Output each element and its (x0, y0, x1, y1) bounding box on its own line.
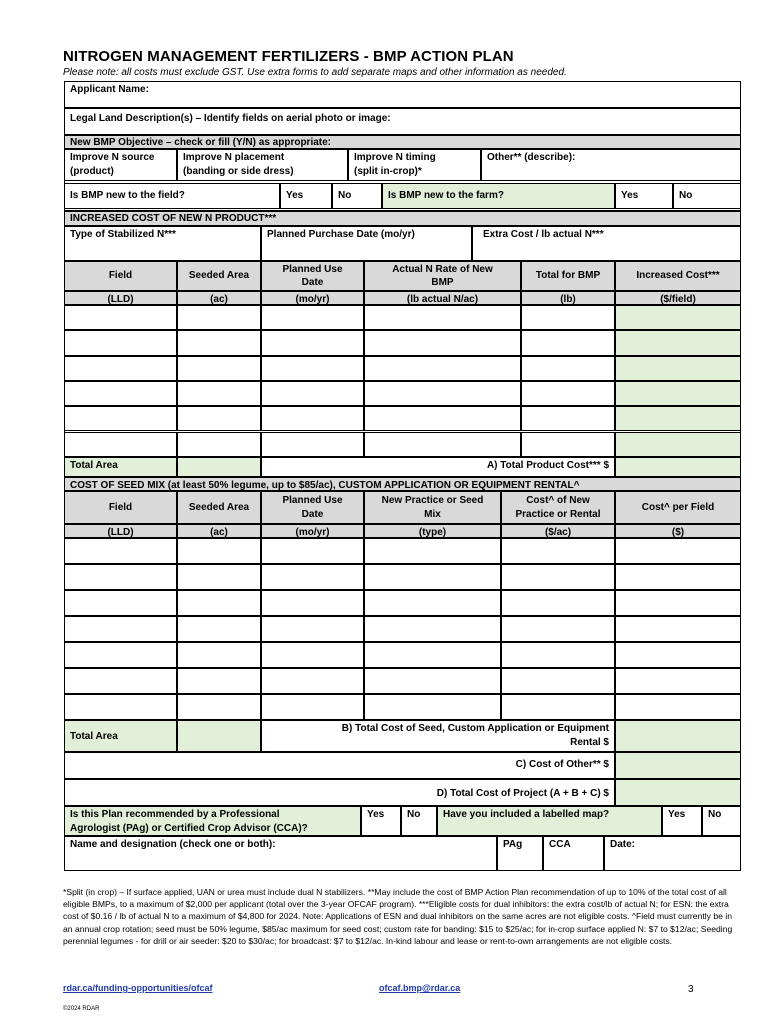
column-header (261, 491, 364, 524)
total-area-value[interactable] (177, 720, 261, 752)
table-cell[interactable] (615, 616, 741, 642)
table-cell[interactable] (64, 616, 177, 642)
header-text: (ac) (210, 294, 228, 305)
column-unit (64, 524, 177, 538)
table-cell[interactable] (615, 305, 741, 330)
option-label: Improve N placement (183, 152, 285, 163)
table-cell[interactable] (501, 590, 615, 616)
table-cell[interactable] (261, 305, 364, 330)
cost-other-label (64, 752, 615, 779)
total-area-value[interactable] (177, 457, 261, 477)
table-cell[interactable] (261, 590, 364, 616)
new-to-farm-no[interactable]: No (673, 183, 741, 209)
table-cell[interactable] (261, 406, 364, 431)
header-text: (LLD) (107, 294, 134, 305)
seed-mix-heading (64, 477, 741, 491)
extra-cost-field[interactable] (472, 226, 741, 261)
table-cell[interactable] (364, 305, 521, 330)
header-text: Planned Use (282, 495, 343, 506)
bmp-action-plan-form (64, 81, 741, 871)
table-cell[interactable] (64, 668, 177, 694)
legal-land-label: Legal Land Description(s) – Identify fields on aerial photo or image: (70, 113, 391, 124)
table-cell[interactable] (364, 564, 501, 590)
table-cell[interactable] (364, 538, 501, 564)
stabilized-n-type-label: Type of Stabilized N*** (70, 229, 176, 240)
table-cell[interactable] (364, 642, 501, 668)
column-header (521, 261, 615, 291)
total-area-text: Total Area (70, 731, 118, 742)
pag-cca-yes[interactable]: Yes (361, 806, 401, 836)
header-text: (ac) (210, 527, 228, 538)
labelled-map-question: Have you included a labelled map? (437, 806, 662, 836)
table-cell[interactable] (261, 564, 364, 590)
table-cell[interactable] (615, 406, 741, 431)
header-text: Actual N Rate of New (392, 263, 493, 275)
header-text: Date (301, 508, 324, 520)
header-text: (mo/yr) (295, 294, 330, 305)
table-cell[interactable] (501, 616, 615, 642)
table-cell[interactable] (64, 381, 177, 406)
table-cell[interactable] (615, 694, 741, 720)
table-cell[interactable] (521, 330, 615, 355)
table-cell[interactable] (177, 538, 261, 564)
option-improve-n-source[interactable] (64, 149, 177, 181)
table-cell[interactable] (261, 642, 364, 668)
column-unit (177, 524, 261, 538)
name-designation-label: Name and designation (check one or both): (70, 839, 276, 850)
applicant-name-field[interactable] (64, 81, 741, 108)
option-improve-n-timing[interactable] (348, 149, 481, 181)
table-cell[interactable] (364, 668, 501, 694)
table-cell[interactable] (501, 642, 615, 668)
form-note: Please note: all costs must exclude GST. Use extra forms to add separate maps and other information as needed. (63, 67, 567, 78)
header-text: Cost^ per Field (641, 501, 715, 513)
header-text: (lb actual N/ac) (406, 294, 479, 305)
column-unit (64, 291, 177, 305)
option-label: Improve N source (70, 152, 155, 163)
table-cell[interactable] (364, 330, 521, 355)
table-cell[interactable] (364, 616, 501, 642)
header-text: Field (108, 270, 133, 282)
new-to-field-yes[interactable]: Yes (280, 183, 332, 209)
table-cell[interactable] (177, 381, 261, 406)
column-unit (261, 291, 364, 305)
table-cell[interactable] (177, 642, 261, 668)
table-cell[interactable] (615, 356, 741, 381)
table-cell[interactable] (64, 694, 177, 720)
table-cell[interactable] (521, 381, 615, 406)
header-text: (LLD) (107, 527, 134, 538)
table-cell[interactable] (521, 305, 615, 330)
table-cell[interactable] (615, 590, 741, 616)
column-unit (364, 291, 521, 305)
stabilized-n-type-field[interactable] (64, 226, 261, 261)
cca-checkbox[interactable]: CCA (543, 836, 604, 871)
page-number: 3 (688, 984, 694, 995)
table-cell[interactable] (261, 330, 364, 355)
option-sublabel: (split in-crop)* (354, 165, 422, 177)
table-cell[interactable] (261, 694, 364, 720)
column-header (64, 261, 177, 291)
name-designation-field[interactable] (64, 836, 497, 871)
email-link[interactable]: ofcaf.bmp@rdar.ca (379, 983, 461, 993)
option-sublabel: (product) (70, 165, 114, 177)
option-label: Other** (describe): (487, 152, 576, 163)
column-unit (364, 524, 501, 538)
pag-cca-question (64, 806, 361, 836)
header-text: Mix (424, 508, 441, 520)
table-cell[interactable] (615, 381, 741, 406)
option-improve-n-placement[interactable] (177, 149, 348, 181)
header-text: Planned Use (282, 263, 343, 275)
table-cell[interactable] (501, 538, 615, 564)
extra-cost-label: Extra Cost / lb actual N*** (483, 229, 604, 240)
applicant-name-label: Applicant Name: (70, 84, 149, 95)
footnotes: *Split (in crop) – If surface applied, UAN or urea must include dual N stabilizers. **May include the cost of BMP Action Plan recommendation of up to 10% of the total cost of all eligible BMPs, to a maximum of $2,000 per applicant (total over the 3-year OFCAF program). ***Eligible costs for dual inhibitors: the extra cost/lb of actual N; for ESN: the extra cost of $0.16 / lb of actual N to a maximum of $4,800 for 2024. Note: Applications of ESN and dual inhibitors on the same acres are not eligible costs. ^Field must currently be in an annual crop rotation; seed must be 50% legume, $85/ac maximum for seed cost; custom rate for banding: $15 to $25/ac; for in-crop surface applied N: $7 to $12/ac; Seeding perennial legumes - for drill or air seeder: $20 to $30/ac; for broadcast: $7 to $12/ac. In-kind labour and lease or rent-to-own arrangements are not eligible costs. (63, 887, 733, 946)
total-project-text: D) Total Cost of Project (A + B + C) $ (436, 788, 609, 799)
total-b-text: Rental $ (570, 736, 609, 748)
table-cell[interactable] (615, 668, 741, 694)
column-unit (521, 291, 615, 305)
table-cell[interactable] (364, 590, 501, 616)
table-cell[interactable] (615, 330, 741, 355)
pag-cca-no[interactable]: No (401, 806, 437, 836)
header-text: Field (108, 501, 133, 513)
date-field[interactable] (604, 836, 741, 871)
labelled-map-yes[interactable]: Yes (662, 806, 702, 836)
new-to-field-no[interactable]: No (332, 183, 382, 209)
column-header (501, 491, 615, 524)
table-cell[interactable] (177, 668, 261, 694)
cost-other-value[interactable] (615, 752, 741, 779)
planned-purchase-date-field[interactable] (261, 226, 472, 261)
column-unit (615, 291, 741, 305)
table-cell[interactable] (521, 406, 615, 431)
table-cell[interactable] (615, 642, 741, 668)
column-unit (501, 524, 615, 538)
header-text: (mo/yr) (295, 527, 330, 538)
total-area-label (64, 720, 177, 752)
total-b-value[interactable] (615, 720, 741, 752)
header-text: BMP (431, 277, 454, 288)
option-sublabel: (banding or side dress) (183, 165, 294, 177)
column-header (261, 261, 364, 291)
labelled-map-no[interactable]: No (702, 806, 741, 836)
cost-other-text: C) Cost of Other** $ (515, 759, 609, 770)
option-label: Improve N timing (354, 152, 436, 163)
column-header (177, 261, 261, 291)
table-cell[interactable] (177, 564, 261, 590)
column-unit (177, 291, 261, 305)
header-text: Seeded Area (188, 501, 250, 513)
total-project-label (64, 779, 615, 806)
total-product-value[interactable] (615, 457, 741, 477)
pag-checkbox[interactable]: PAg (497, 836, 543, 871)
table-cell[interactable] (615, 564, 741, 590)
table-cell[interactable] (64, 642, 177, 668)
table-cell[interactable] (615, 538, 741, 564)
table-cell[interactable] (364, 694, 501, 720)
table-cell[interactable] (177, 432, 261, 457)
table-cell[interactable] (615, 432, 741, 457)
header-text: (lb) (560, 294, 576, 305)
header-text: Practice or Rental (515, 508, 601, 520)
table-cell[interactable] (177, 694, 261, 720)
header-text: ($) (671, 527, 685, 538)
increased-cost-heading: INCREASED COST OF NEW N PRODUCT*** (64, 211, 741, 226)
table-cell[interactable] (261, 616, 364, 642)
option-other[interactable] (481, 149, 741, 181)
header-text: Date (301, 277, 324, 288)
header-text: Seeded Area (188, 270, 250, 282)
total-b-text: B) Total Cost of Seed, Custom Application or Equipment (341, 723, 609, 734)
legal-land-field[interactable] (64, 108, 741, 135)
header-text: Cost^ of New (526, 495, 590, 506)
question-line: Is this Plan recommended by a Professional (70, 809, 280, 820)
total-product-text: A) Total Product Cost*** $ (486, 460, 609, 471)
funding-link[interactable]: rdar.ca/funding-opportunities/ofcaf (63, 983, 213, 993)
header-text: New Practice or Seed (381, 495, 484, 506)
page-title: NITROGEN MANAGEMENT FERTILIZERS - BMP ACTION PLAN (63, 48, 514, 65)
table-cell[interactable] (177, 356, 261, 381)
new-to-farm-question: Is BMP new to the farm? (382, 183, 615, 209)
table-cell[interactable] (177, 305, 261, 330)
column-unit (261, 524, 364, 538)
bmp-objective-heading: New BMP Objective – check or fill (Y/N) as appropriate: (64, 135, 741, 149)
column-header (615, 491, 741, 524)
table-cell[interactable] (261, 668, 364, 694)
table-cell[interactable] (261, 356, 364, 381)
total-project-value[interactable] (615, 779, 741, 806)
table-cell[interactable] (64, 330, 177, 355)
table-cell[interactable] (177, 616, 261, 642)
column-header (615, 261, 741, 291)
column-header (364, 491, 501, 524)
total-b-label (261, 720, 615, 752)
table-cell[interactable] (64, 538, 177, 564)
header-text: ($/ac) (544, 527, 572, 538)
table-cell[interactable] (177, 590, 261, 616)
table-cell[interactable] (261, 432, 364, 457)
table-cell[interactable] (364, 381, 521, 406)
planned-purchase-date-label: Planned Purchase Date (mo/yr) (267, 229, 415, 240)
table-cell[interactable] (521, 356, 615, 381)
new-to-farm-yes[interactable]: Yes (615, 183, 673, 209)
header-text: (type) (418, 527, 447, 538)
column-header (364, 261, 521, 291)
header-text: Total for BMP (535, 270, 601, 282)
total-area-label (64, 457, 177, 477)
seed-mix-heading-text: COST OF SEED MIX (at least 50% legume, up to $85/ac), CUSTOM APPLICATION OR EQUIPMENT RENTAL^ (70, 480, 580, 491)
header-text: Increased Cost*** (636, 270, 720, 282)
table-cell[interactable] (501, 668, 615, 694)
table-cell[interactable] (64, 432, 177, 457)
table-cell[interactable] (177, 330, 261, 355)
table-cell[interactable] (64, 305, 177, 330)
date-label: Date: (610, 839, 636, 850)
table-cell[interactable] (177, 406, 261, 431)
copyright: ©2024 RDAR (63, 1006, 100, 1012)
table-cell[interactable] (364, 406, 521, 431)
table-cell[interactable] (521, 432, 615, 457)
table-cell[interactable] (501, 694, 615, 720)
table-cell[interactable] (261, 381, 364, 406)
table-cell[interactable] (64, 564, 177, 590)
table-cell[interactable] (64, 406, 177, 431)
table-cell[interactable] (364, 356, 521, 381)
total-area-text: Total Area (70, 460, 118, 471)
table-cell[interactable] (64, 356, 177, 381)
table-cell[interactable] (501, 564, 615, 590)
column-header (64, 491, 177, 524)
table-cell[interactable] (261, 538, 364, 564)
header-text: ($/field) (660, 294, 696, 305)
column-header (177, 491, 261, 524)
total-product-label (261, 457, 615, 477)
question-line: Agrologist (PAg) or Certified Crop Advisor (CCA)? (70, 822, 308, 834)
new-to-field-question: Is BMP new to the field? (64, 183, 280, 209)
column-unit (615, 524, 741, 538)
table-cell[interactable] (64, 590, 177, 616)
table-cell[interactable] (364, 432, 521, 457)
